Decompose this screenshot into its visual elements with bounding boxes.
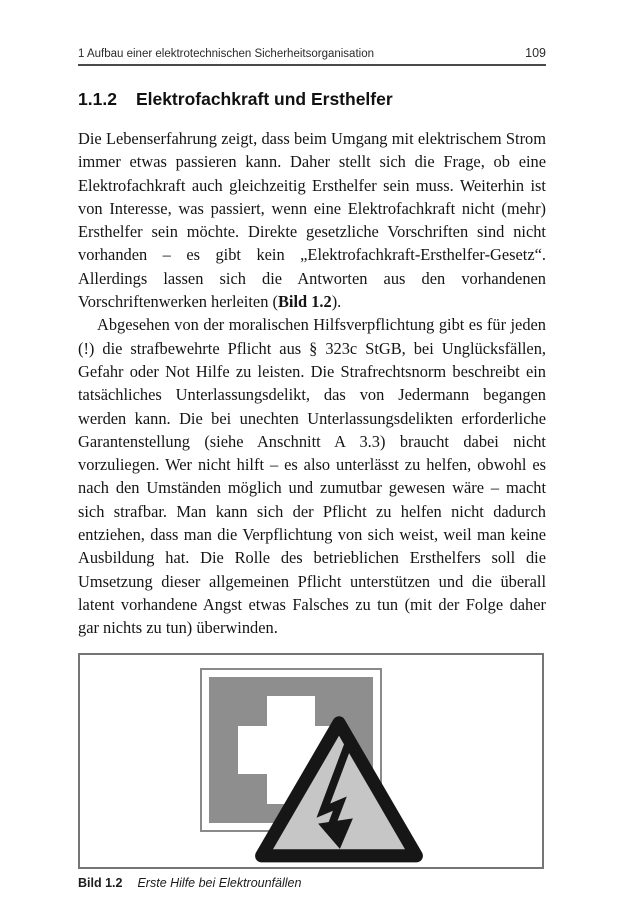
paragraph-2: Abgesehen von der moralischen Hilfsverpflichtung gibt es für jeden (!) die strafbewehrte Pflicht aus § 323c StGB, bei Unglücksfällen, Gefahr oder Not Hilfe zu leisten. Die Strafrechtsnorm beschreibt ein tatsächliches Unterlassungsdelikt, das von Jedermann begangen werden kann. Die bei unechten Unterlassungsdelikten erforderliche Garantenstellung (siehe Anschnitt A 3.3) braucht dabei nicht vorzuliegen. Wer nicht hilft – es also unterlässt zu helfen, obwohl es nach den Umständen möglich und zumutbar gewesen wäre – macht sich strafbar. Man kann sich der Pflicht zu helfen nicht dadurch entziehen, dass man die Verpflichtung von sich weist, weil man keine Ausbildung hat. Die Rolle des betrieblichen Ersthelfers soll die Umsetzung dieser allgemeinen Pflicht unterstützen und die überall latent vorhandene Angst etwas Falsches zu tun (mit der Folge daher gar nichts zu tun) überwinden. [78,315,546,638]
running-header [78,46,546,66]
figure-reference: Bild 1.2 [277,292,332,312]
paragraph-1 [78,127,546,313]
section-heading [78,89,546,110]
body-text [78,127,546,640]
section-number: 1.1.2 [78,89,117,109]
paragraph-1-text: Die Lebenserfahrung zeigt, dass beim Umgang mit elektrischem Strom immer etwas passieren kann. Daher stellt sich die Frage, ob eine Elektrofachkraft auch gleichzeitig Ersthelfer sein muss. Weiterhin ist von Interesse, was passiert, wenn eine Elektrofachkraft nicht (mehr) Ersthelfer sein möchte. Direkte gesetzliche Vorschriften sind nicht vorhanden – es gibt kein „Elektrofachkraft-Ersthelfer-Gesetz“. Allerdings lassen sich die Antworten aus den vorhandenen Vorschriftenwerken herleiten ( [78,129,546,312]
section-title: Elektrofachkraft und Ersthelfer [135,89,393,109]
figure-caption-label: Bild 1.2 [78,875,123,890]
figure-caption-text: Erste Hilfe bei Elektrounfällen [137,875,302,890]
page-number: 109 [525,46,546,60]
figure-caption [78,876,546,890]
paragraph-1-tail: ). [331,292,342,312]
high-voltage-warning-icon [252,708,426,868]
figure-frame [78,653,544,869]
running-header-title: 1 Aufbau einer elektrotechnischen Sicherheitsorganisation [78,48,374,60]
page-content-column [78,46,546,890]
